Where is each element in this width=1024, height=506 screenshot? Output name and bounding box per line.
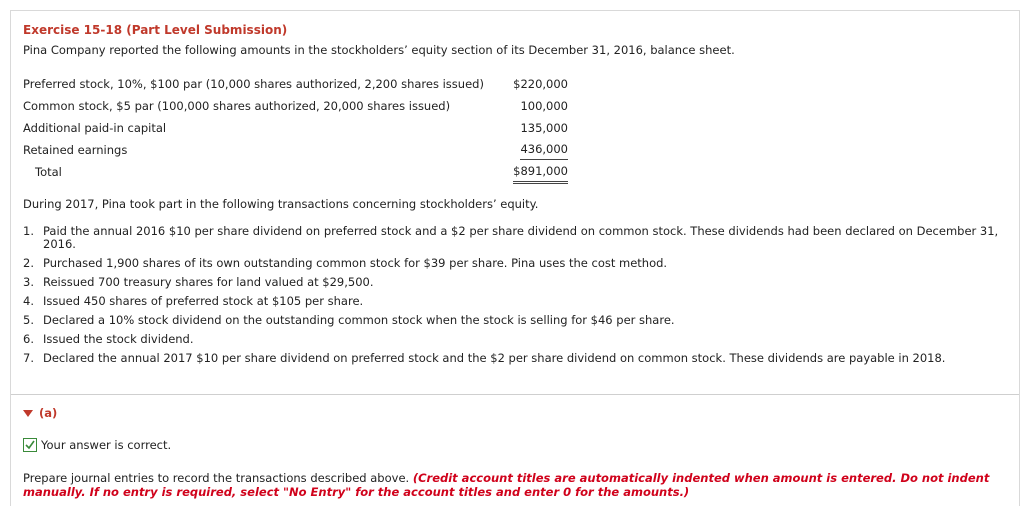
list-item-text: Paid the annual 2016 $10 per share dividend on preferred stock and a $2 per share dividend on common stock. These dividends had been declared on December 31, 2016. (43, 224, 999, 251)
list-item (23, 295, 1018, 308)
equity-table (23, 73, 568, 183)
list-item (23, 225, 1018, 251)
list-item-number: 5. (23, 313, 34, 327)
list-item-number: 1. (23, 224, 34, 238)
equity-label: Preferred stock, 10%, $100 par (10,000 shares authorized, 2,200 shares issued) (23, 77, 484, 91)
list-item (23, 257, 1018, 270)
equity-amount: 135,000 (520, 121, 568, 135)
equity-label: Common stock, $5 par (100,000 shares authorized, 20,000 shares issued) (23, 99, 451, 113)
equity-total-row (23, 161, 568, 183)
equity-amount: 100,000 (520, 99, 568, 113)
list-item-number: 6. (23, 332, 34, 346)
list-item (23, 333, 1018, 346)
list-item-text: Issued 450 shares of preferred stock at $105 per share. (43, 294, 364, 308)
equity-row (23, 139, 568, 161)
exercise-panel (10, 10, 1020, 506)
equity-row (23, 95, 568, 117)
list-item (23, 314, 1018, 327)
part-a-label: (a) (39, 406, 58, 420)
list-item-number: 3. (23, 275, 34, 289)
answer-status-text: Your answer is correct. (41, 438, 172, 452)
equity-label: Retained earnings (23, 143, 128, 157)
list-item-text: Issued the stock dividend. (43, 332, 194, 346)
instruction-text: Prepare journal entries to record the transactions described above. (23, 471, 410, 485)
transactions-list (23, 225, 1018, 371)
exercise-title: Exercise 15-18 (Part Level Submission) (23, 23, 288, 37)
list-item-number: 4. (23, 294, 34, 308)
equity-total-label: Total (35, 165, 62, 179)
exercise-intro: Pina Company reported the following amounts in the stockholders’ equity section of its December 31, 2016, balance sheet. (23, 43, 735, 57)
list-item-text: Declared the annual 2017 $10 per share dividend on preferred stock and the $2 per share dividend on common stock. These dividends are payable in 2018. (43, 351, 946, 365)
list-item-text: Purchased 1,900 shares of its own outstanding common stock for $39 per share. Pina uses the cost method. (43, 256, 668, 270)
triangle-down-icon (23, 410, 33, 417)
list-item (23, 276, 1018, 289)
list-item-text: Reissued 700 treasury shares for land valued at $29,500. (43, 275, 374, 289)
instruction-note: (Credit account titles are automatically indented when amount is entered. Do not indent manually. If no entry is required, select "No Entry" for the account titles and enter 0 for the amounts.) (23, 471, 990, 499)
transactions-heading: During 2017, Pina took part in the following transactions concerning stockholders’ equity. (23, 197, 539, 211)
checkmark-icon (23, 438, 37, 452)
answer-status (23, 438, 171, 452)
equity-amount: $220,000 (513, 77, 568, 91)
part-a-toggle[interactable] (23, 406, 57, 420)
list-item (23, 352, 1018, 365)
list-item-text: Declared a 10% stock dividend on the outstanding common stock when the stock is selling for $46 per share. (43, 313, 675, 327)
equity-amount: 436,000 (520, 139, 568, 160)
equity-label: Additional paid-in capital (23, 121, 167, 135)
equity-row (23, 117, 568, 139)
part-instructions (23, 471, 1008, 499)
list-item-number: 2. (23, 256, 34, 270)
equity-row (23, 73, 568, 95)
list-item-number: 7. (23, 351, 34, 365)
section-divider (11, 394, 1019, 395)
equity-total-amount: $891,000 (513, 161, 568, 184)
